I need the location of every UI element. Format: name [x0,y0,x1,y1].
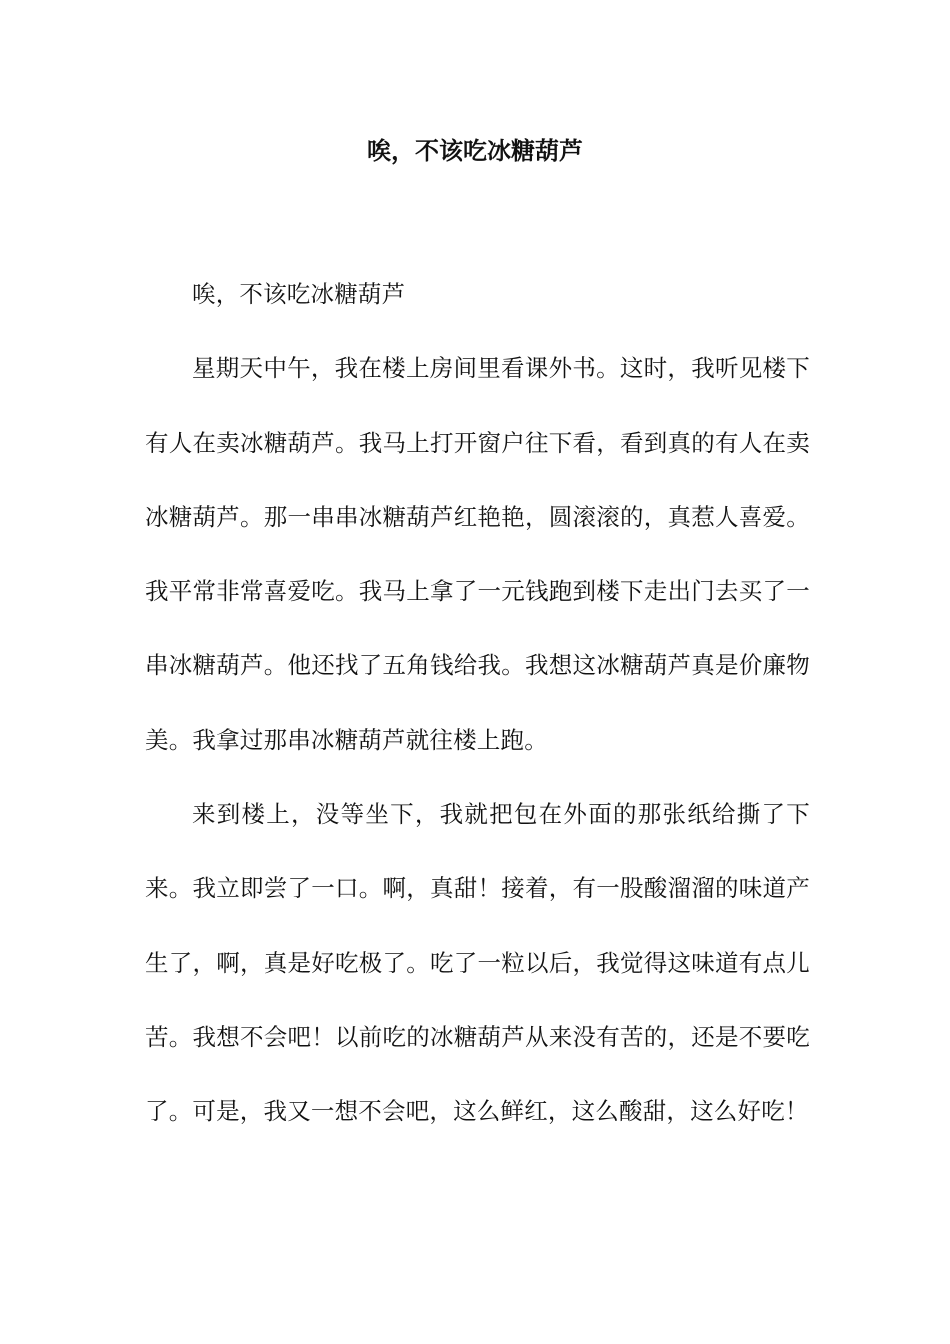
paragraph-2: 来到楼上，没等坐下，我就把包在外面的那张纸给撕了下来。我立即尝了一口。啊，真甜！接着，有一股酸溜溜的味道产生了，啊，真是好吃极了。吃了一粒以后，我觉得这味道有点儿苦。我想不会吧！以前吃的冰糖葫芦从来没有苦的，还是不要吃了。可是，我又一想不会吧，这么鲜红，这么酸甜，这么好吃！ [145,800,810,1126]
document-body [145,257,810,1149]
document-title: 唉，不该吃冰糖葫芦 [367,137,583,165]
paragraph-subtitle: 唉，不该吃冰糖葫芦 [192,280,406,308]
paragraph-1: 星期天中午，我在楼上房间里看课外书。这时，我听见楼下有人在卖冰糖葫芦。我马上打开窗户往下看，看到真的有人在卖冰糖葫芦。那一串串冰糖葫芦红艳艳，圆滚滚的，真惹人喜爱。我平常非常喜爱吃。我马上拿了一元钱跑到楼下走出门去买了一串冰糖葫芦。他还找了五角钱给我。我想这冰糖葫芦真是价廉物美。我拿过那串冰糖葫芦就往楼上跑。 [145,354,810,754]
